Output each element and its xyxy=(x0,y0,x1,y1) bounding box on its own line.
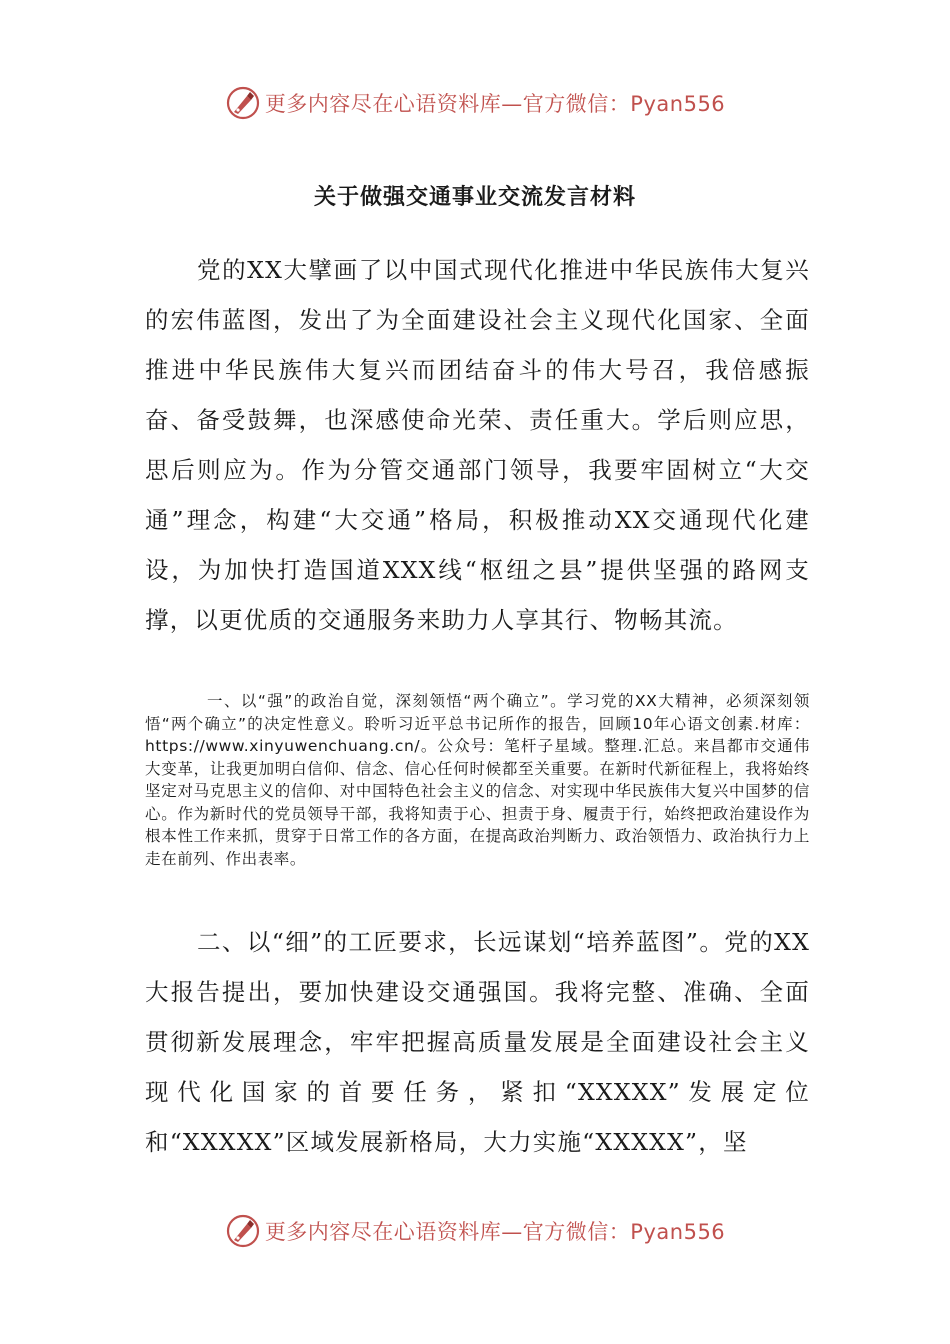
footer-banner-text: 更多内容尽在心语资料库—官方微信：Pyan556 xyxy=(264,1220,726,1244)
pen-nib-logo-icon xyxy=(225,1213,261,1249)
header-banner-text: 更多内容尽在心语资料库—官方微信：Pyan556 xyxy=(264,92,726,116)
paragraph-intro: 党的XX大擘画了以中国式现代化推进中华民族伟大复兴的宏伟蓝图，发出了为全面建设社会主义现代化国家、全面推进中华民族伟大复兴而团结奋斗的伟大号召，我倍感振奋、备受鼓舞，也深感使命光荣、责任重大。学后则应思，思后则应为。作为分管交通部门领导，我要牢固树立“大交通”理念，构建“大交通”格局，积极推动XX交通现代化建设，为加快打造国道XXX线“枢纽之县”提供坚强的路网支撑，以更优质的交通服务来助力人享其行、物畅其流。 xyxy=(145,256,810,634)
footer-banner xyxy=(0,1211,950,1251)
page-title: 关于做强交通事业交流发言材料 xyxy=(313,185,636,210)
header-banner xyxy=(0,83,950,123)
paragraph-section-2: 二、以“细”的工匠要求，长远谋划“培养蓝图”。党的XX大报告提出，要加快建设交通强国。我将完整、准确、全面贯彻新发展理念，牢牢把握高质量发展是全面建设社会主义现代化国家的首要任务，紧扣“XXXXX”发展定位和“XXXXX”区域发展新格局，大力实施“XXXXX”，坚 xyxy=(145,928,810,1156)
pen-nib-logo-icon xyxy=(225,85,261,121)
paragraph-section-1: 一、以“强”的政治自觉，深刻领悟“两个确立”。学习党的XX大精神，必须深刻领悟“两个确立”的决定性意义。聆听习近平总书记所作的报告，回顾10年心语文创素.材库：https://www.xinyuwenchuang.cn/。公众号：笔杆子星域。整理.汇总。来昌都市交通伟大变革，让我更加明白信仰、信念、信心任何时候都至关重要。在新时代新征程上，我将始终坚定对马克思主义的信仰、对中国特色社会主义的信念、对实现中华民族伟大复兴中国梦的信心。作为新时代的党员领导干部，我将知责于心、担责于身、履责于行，始终把政治建设作为根本性工作来抓，贯穿于日常工作的各方面，在提高政治判断力、政治领悟力、政治执行力上走在前列、作出表率。 xyxy=(145,692,810,868)
